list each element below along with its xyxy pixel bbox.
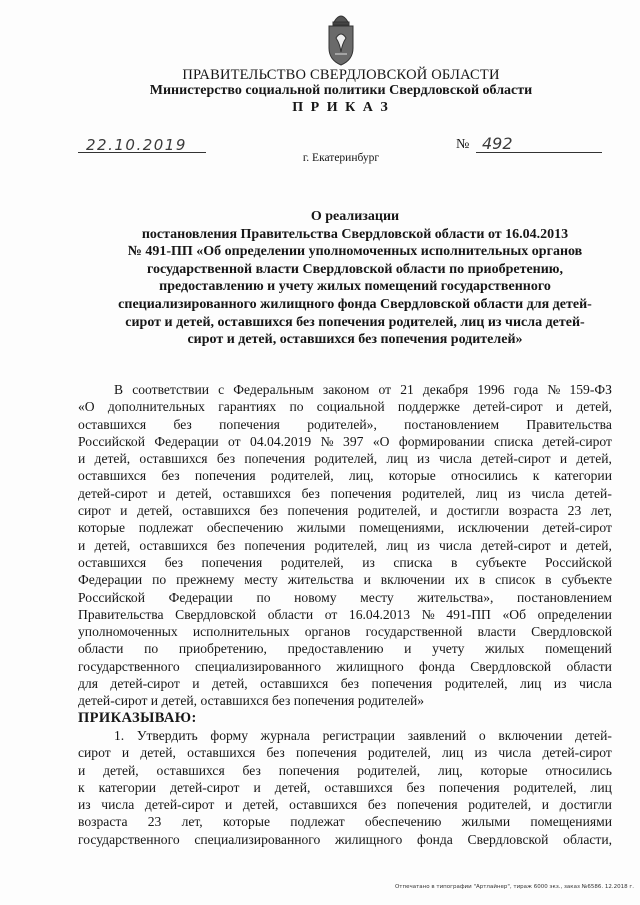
item-line: сирот и детей, оставшихся без попечения родителей, лиц из числа детей-сирот	[78, 745, 612, 761]
body-line: государственного специализированного жилищного фонда Свердловской области	[78, 658, 612, 674]
body-line: сирот и детей, оставшихся без попечения родителей, и достигли возраста 23 лет,	[78, 503, 612, 519]
body-line: оставшихся без попечения родителей, из списка в субъекте Российской	[78, 554, 612, 570]
item-line: из числа детей-сирот и детей, оставшихся без попечения родителей, и достигли	[78, 797, 612, 813]
city-name: г. Екатеринбург	[302, 152, 380, 164]
document-body	[78, 381, 612, 848]
body-line: для детей-сирот и детей, оставшихся без попечения родителей, лиц из числа	[78, 676, 612, 692]
document-type: П Р И К А З	[292, 100, 390, 115]
title-line: предоставлению и учету жилых помещений государственного	[159, 279, 551, 295]
body-line: и детей, оставшихся без попечения родителей, лиц из числа детей-сирот и детей,	[78, 451, 612, 467]
body-line: «О дополнительных гарантиях по социальной поддержке детей-сирот и детей,	[78, 399, 612, 415]
title-line: сирот и детей, оставшихся без попечения родителей, лиц из числа детей-	[125, 314, 585, 330]
document-title	[90, 208, 620, 349]
document-number: 492	[482, 134, 513, 153]
body-line: Федерации по прежнему месту жительства и включении их в список в субъекте	[78, 572, 612, 588]
body-line: Российской Федерации по новому месту жительства», постановлением	[78, 589, 612, 605]
print-footer: Отпечатано в типографии "Артлайнер", тираж 6000 экз., заказ №6586. 12.2018 г.	[394, 884, 634, 890]
item-line: и детей, оставшихся без попечения родителей, лиц, которые относились	[78, 762, 612, 778]
body-line: детей-сирот и детей, оставшихся без попечения родителей, лиц из числа детей-	[78, 485, 612, 501]
item-line: государственного специализированного жилищного фонда Свердловской области,	[78, 831, 612, 847]
body-line: уполномоченных исполнительных органов государственной власти Свердловской	[78, 624, 612, 640]
body-line: оставшихся без попечения родителей», постановлением Правительства	[78, 416, 612, 432]
body-line: Российской Федерации от 04.04.2019 № 397 «О формировании списка детей-сирот	[78, 433, 612, 449]
body-line: Правительства Свердловской области от 16.04.2013 № 491-ПП «Об определении	[78, 606, 612, 622]
title-line: постановления Правительства Свердловской области от 16.04.2013	[141, 226, 569, 242]
title-line: специализированного жилищного фонда Свердловской области для детей-	[118, 296, 592, 312]
document-date: 22.10.2019	[86, 136, 187, 154]
coat-of-arms-emblem	[326, 8, 356, 66]
item-line: к категории детей-сирот и детей, оставшихся без попечения родителей, лиц	[78, 779, 612, 795]
title-line: сирот и детей, оставшихся без попечения родителей»	[187, 332, 523, 348]
item-line: 1. Утвердить форму журнала регистрации заявлений о включении детей-	[114, 727, 612, 743]
title-line: государственной власти Свердловской области по приобретению,	[146, 261, 563, 277]
title-line: № 491-ПП «Об определении уполномоченных исполнительных органов	[127, 244, 583, 260]
title-line: О реализации	[310, 209, 400, 224]
body-line: детей-сирот и детей, оставшихся без попечения родителей»	[78, 693, 425, 709]
body-line: и детей, оставшихся без попечения родителей, лиц из числа детей-сирот и детей,	[78, 537, 612, 553]
body-line: В соответствии с Федеральным законом от 21 декабря 1996 года № 159-ФЗ	[114, 382, 612, 397]
government-name: ПРАВИТЕЛЬСТВО СВЕРДЛОВСКОЙ ОБЛАСТИ	[182, 67, 500, 83]
item-line: возраста 23 лет, которые подлежат обеспечению жилыми помещениями	[78, 814, 612, 830]
body-line: области по приобретению, предоставлению и учету жилых помещений	[78, 641, 612, 657]
ministry-name: Министерство социальной политики Свердловской области	[149, 83, 533, 98]
body-line: которые подлежат обеспечению жилыми помещениями, исключении детей-сирот	[78, 520, 612, 536]
body-line: оставшихся без попечения родителей, лиц, которые относились к категории	[78, 468, 612, 484]
number-label: №	[456, 137, 470, 152]
order-directive: ПРИКАЗЫВАЮ:	[78, 709, 197, 726]
